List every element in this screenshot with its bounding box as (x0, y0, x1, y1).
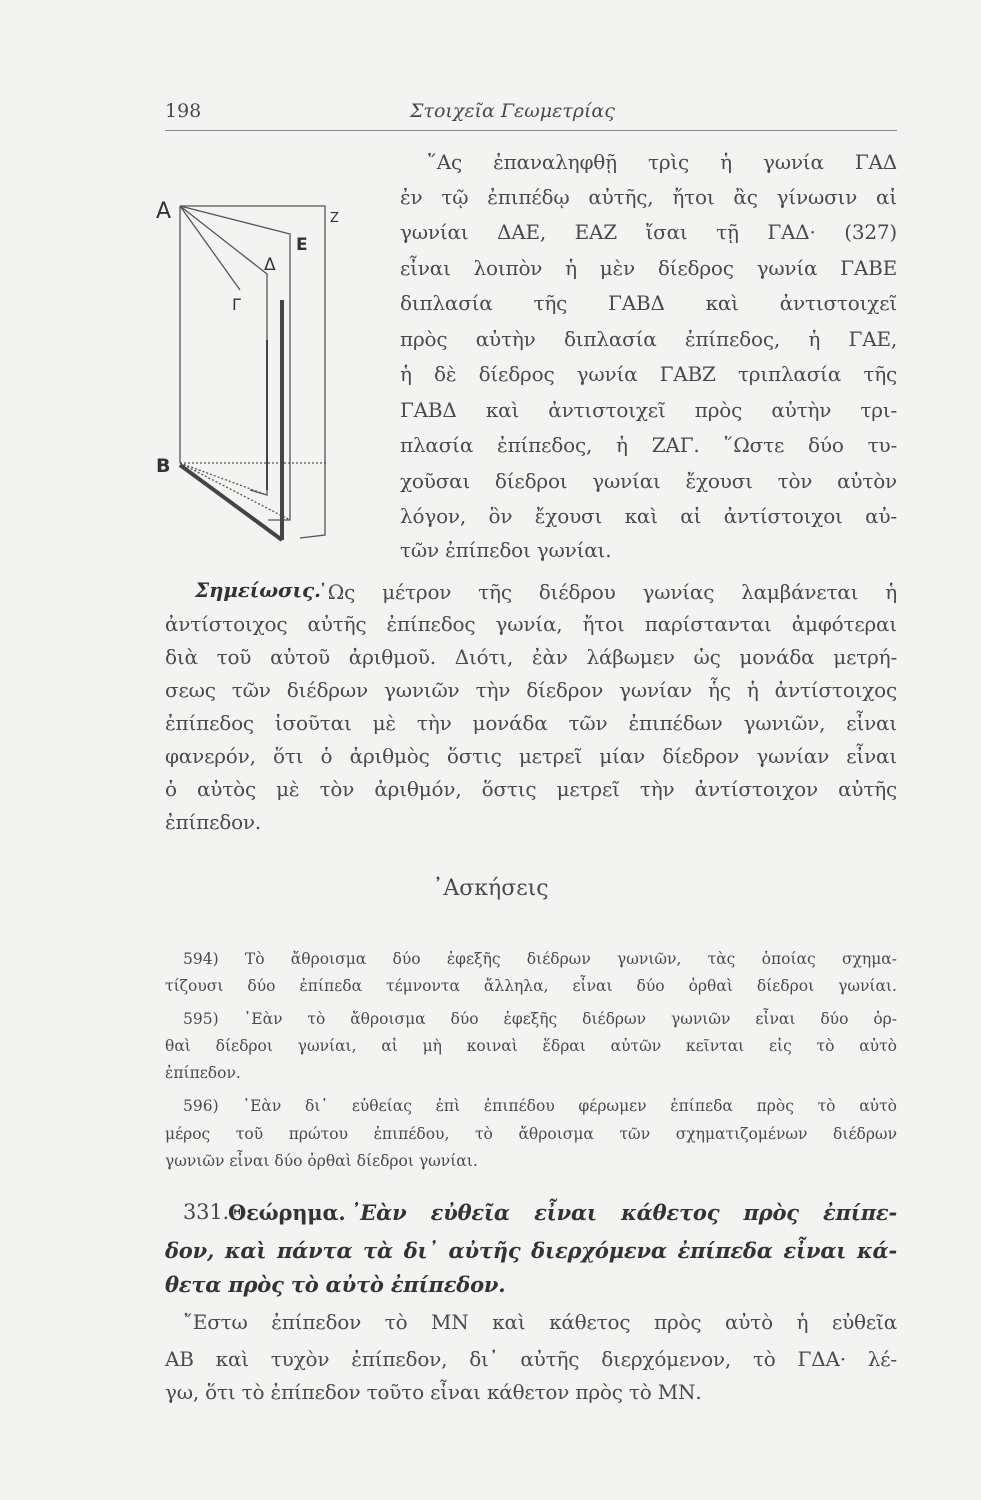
label-e: E (296, 235, 308, 255)
text-line: ῾Ως μέτρον τῆς διέδρου γωνίας λαμβάνεται ἡ (318, 580, 897, 604)
label-a: A (156, 199, 172, 224)
theorem-statement-line: δον, καὶ πάντα τὰ δι᾿ αὐτῆς διερχόμενα ἐπίπεδα εἶναι κά- (165, 1238, 897, 1263)
label-gamma: Γ (232, 295, 241, 314)
running-title: Στοιχεῖα Γεωμετρίας (410, 100, 615, 122)
text-line: 594) Τὸ ἄθροισμα δύο ἐφεξῆς διέδρων γωνιῶν, τὰς ὁποίας σχημα- (183, 950, 897, 968)
text-line: διπλασία τῆς ΓΑΒΔ καὶ ἀντιστοιχεῖ (400, 291, 897, 315)
text-line: ἡ δὲ δίεδρος γωνία ΓΑΒΖ τριπλασία τῆς (400, 362, 897, 386)
text-line: μέρος τοῦ πρώτου ἐπιπέδου, τὸ ἄθροισμα τῶν σχηματιζομένων διέδρων (165, 1125, 897, 1143)
text-line: πλασία ἐπίπεδος, ἡ ΖΑΓ. ῞Ωστε δύο τυ- (400, 433, 897, 457)
label-z: Z (330, 211, 339, 226)
text-line: σεως τῶν διέδρων γωνιῶν τὴν δίεδρον γωνίαν ἧς ἡ ἀντίστοιχος (165, 678, 897, 702)
text-line: ἐπίπεδον. (165, 810, 262, 834)
plane-z-edge (180, 206, 325, 538)
page-number: 198 (165, 100, 202, 122)
theorem-number: 331. (183, 1200, 229, 1224)
text-line: ὁ αὐτὸς μὲ τὸν ἀριθμόν, ὅστις μετρεῖ τὴν ἀντίστοιχον αὐτῆς (165, 777, 897, 801)
text-line: φανερόν, ὅτι ὁ ἀριθμὸς ὅστις μετρεῖ μίαν δίεδρον γωνίαν εἶναι (165, 744, 897, 768)
dihedral-angle-figure (150, 150, 395, 550)
text-line: ἀντίστοιχος αὐτῆς ἐπίπεδος γωνία, ἤτοι παρίστανται ἀμφότεραι (165, 612, 897, 636)
text-line: ἐπίπεδος ἰσοῦται μὲ τὴν μονάδα τῶν ἐπιπέδων γωνιῶν, εἶναι (165, 711, 897, 735)
text-line: ῎Εστω ἐπίπεδον τὸ ΜΝ καὶ κάθετος πρὸς αὐτὸ ἡ εὐθεῖα (183, 1310, 897, 1334)
text-line: διὰ τοῦ αὐτοῦ ἀριθμοῦ. Διότι, ἐὰν λάβωμεν ὡς μονάδα μετρή- (165, 645, 897, 669)
theorem-statement-line: θετα πρὸς τὸ αὐτὸ ἐπίπεδον. (165, 1272, 506, 1297)
exercises-heading: ᾿Ασκήσεις (432, 876, 549, 901)
text-line: λόγον, ὃν ἔχουσι καὶ αἱ ἀντίστοιχοι αὐ- (400, 504, 897, 528)
text-line: τῶν ἐπίπεδοι γωνίαι. (400, 538, 612, 562)
text-line: ἐν τῷ ἐπιπέδῳ αὐτῆς, ἤτοι ἂς γίνωσιν αἱ (400, 185, 897, 209)
theorem-statement-line: ᾿Εὰν εὐθεῖα εἶναι κάθετος πρὸς ἐπίπε- (350, 1200, 897, 1225)
text-line: γωνιῶν εἶναι δύο ὀρθαὶ δίεδροι γωνίαι. (165, 1152, 478, 1170)
label-b: B (156, 455, 171, 477)
plane-e-edge (180, 206, 290, 520)
text-line: γωνίαι ΔΑΕ, ΕΑΖ ἴσαι τῇ ΓΑΔ· (327) (400, 220, 897, 244)
text-line: εἶναι λοιπὸν ἡ μὲν δίεδρος γωνία ΓΑΒΕ (400, 256, 897, 280)
text-line: θαὶ δίεδροι γωνίαι, αἱ μὴ κοιναὶ ἕδραι αὐτῶν κεῖνται εἰς τὸ αὐτὸ (165, 1037, 897, 1055)
header-rule (165, 130, 897, 131)
theorem-label: Θεώρημα. (228, 1200, 346, 1225)
text-line: τίζουσι δύο ἐπίπεδα τέμνοντα ἄλληλα, εἶναι δύο ὀρθαὶ δίεδροι γωνίαι. (165, 977, 897, 995)
text-line: χοῦσαι δίεδροι γωνίαι ἔχουσι τὸν αὐτὸν (400, 469, 897, 493)
text-line: πρὸς αὐτὴν διπλασία ἐπίπεδος, ἡ ΓΑΕ, (400, 327, 897, 351)
note-label: Σημείωσις. (195, 578, 321, 602)
text-line: ΓΑΒΔ καὶ ἀντιστοιχεῖ πρὸς αὐτὴν τρι- (400, 398, 897, 422)
text-line: γω, ὅτι τὸ ἐπίπεδον τοῦτο εἶναι κάθετον πρὸς τὸ ΜΝ. (165, 1380, 702, 1404)
text-line: ἐπίπεδον. (165, 1064, 241, 1082)
plane-delta-edge (180, 206, 267, 495)
text-line: 595) ᾿Εὰν τὸ ἄθροισμα δύο ἐφεξῆς διέδρων γωνιῶν εἶναι δύο ὀρ- (183, 1010, 897, 1028)
text-line: ῞Ας ἐπαναληφθῇ τρὶς ἡ γωνία ΓΑΔ (427, 150, 897, 174)
label-delta: Δ (264, 255, 276, 275)
text-line: 596) ᾿Εὰν δι᾿ εὐθείας ἐπὶ ἐπιπέδου φέρωμεν ἐπίπεδα πρὸς τὸ αὐτὸ (183, 1097, 897, 1115)
text-line: ΑΒ καὶ τυχὸν ἐπίπεδον, δι᾿ αὐτῆς διερχόμενον, τὸ ΓΔΑ· λέ- (165, 1347, 897, 1371)
